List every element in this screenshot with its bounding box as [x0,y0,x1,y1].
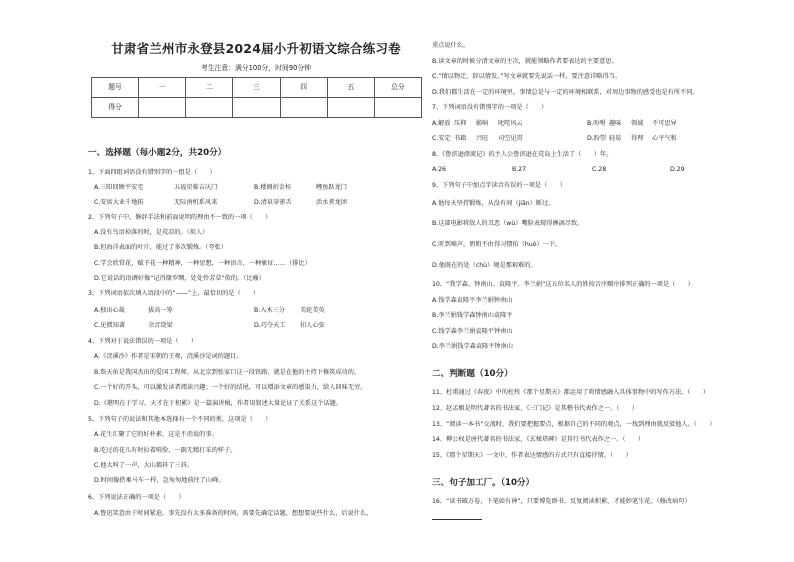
option: C.听到嘀声，奶奶不由得习惯拍（huò）一下。 [432,241,562,248]
option: A.26 [432,166,446,173]
score-cell[interactable] [233,98,280,118]
paper-title: 甘肃省兰州市永登县2024届小升初语文综合练习卷 [111,41,401,56]
question-stem: 12、赵孟頫是明代著名的书法家，《三门记》是其楷书代表作之一。（ ） [432,405,638,412]
question-stem: 14、柳公权是唐代著名的书法家，《玄秘塔碑》是其行书代表作之一。（ ） [432,436,645,443]
question-stem: 4、下列对于说法错误的一项是（ ） [88,338,198,345]
option: 无际南机系风来 [174,199,218,206]
option: B.吃过的花儿有时拉着啃脸，一副无精打采的样子。 [94,447,237,454]
option: D.29 [670,166,685,173]
score-cell[interactable] [280,98,327,118]
option: 兴旺 [476,135,489,142]
option: 叱咤风云 [498,120,523,127]
option: D.《堪明在于学习，天才在于积累》是一篇演讲稿，作者用叙述大量论证了关系这个话题。 [94,400,343,407]
question-stem: 7、下列词语没有错别字的一项是（ ） [432,104,548,111]
option: 压抑 [454,120,467,127]
option-continued: 重点说什么。 [432,42,470,49]
question-stem: 10、“我学森、钟南山、袁隆平、李兰娟”这五位名人的姓按音序顺序排列正确的一项是（ ） [432,281,694,288]
option: 美轮美奂 [300,307,325,314]
option: A.解放 [432,120,451,127]
option: 心平气和 [652,135,677,142]
option: 拔高一筹 [148,307,173,314]
question-stem: 13、“阅读一本书”交流时，我们要把握要点，根据自己的不同的观点，一找到理由就反驳他人。（ ） [432,421,716,428]
option: B.李兰娟钱学森钟南山袁隆平 [432,312,513,319]
option: C.安定 [432,135,451,142]
question-stem: 15、《那个星期天》一文中，作者表达情感的方式只有直接抒情。（ ） [432,452,632,459]
option: A.《浣溪沙》作者是宋朝的王观，浣溪沙是词的题目。 [94,353,243,360]
question-stem: 11、杜甫通过《春夜》中的杜牧《那个星期天》都运用了将情感融入具体事物中的写作方法。（ ） [432,389,710,396]
option: B.吩咐 [587,120,606,127]
option: A.鲁迅笑意由于时间紧迫，事先没有太多准备的时间，需要先确定话题，想想要说些什么，后说什么， [94,510,373,517]
option: 领域 [631,120,644,127]
table-header-cell: 三 [233,78,280,98]
question-stem: 2、下列句子中，修辞手法和前面说明的理由不一致的一项（ ） [88,214,272,221]
option: 扣人心弦 [300,322,325,329]
option: A.花生汇聚了它的好朴素，这是不消说的事。 [94,431,218,438]
option: D.李兰娟钱学森袁隆平钟南山 [432,343,513,350]
option: B.楼阁折金桂 [254,184,292,191]
option: A.独出心裁 [94,307,125,314]
option: C.一个好的开头，可以激发读者阅读兴趣；一个好的结尾，可以增添文章的感染力，给人回味无穷。 [94,384,367,391]
section-heading: 一、选择题（每小题2分，共20分） [88,148,227,158]
option: C.学会欣赏花，赋予花一种精神，一种思想，一种语言，一种象征……（排比） [94,260,311,267]
question-stem: 3、下列词语依次填入语段中的“——”上，最恰切的是（ ） [88,290,260,297]
option: C.钱学森李兰娟袁隆平钟南山 [432,328,513,335]
exam-notice: 考生注意：满分100分，时间90分钟 [201,64,311,72]
option: D.巧夺天工 [254,322,286,329]
question-stem: 1、下面四组词语没有错别字的一组是（ ） [88,169,216,176]
option: 得理 [631,135,644,142]
option: A.三阳回顾平安宅 [94,184,144,191]
answer-line[interactable] [432,519,482,520]
option: C.28 [592,166,607,173]
table-row [92,98,422,118]
option: 余音绕梁 [148,322,173,329]
option: D.时间像搭乘马车一样，急匆匆地前往了山峰。 [94,477,225,484]
option: C.他大叫了一声，大山都抖了三抖。 [94,462,194,469]
question-stem: 6、下列说法正确的一项是（ ） [88,494,185,501]
table-header-cell: 题号 [92,78,139,98]
table-header-cell: 四 [280,78,327,98]
option: D.它说话的语调好像“记得缘罗绸，处处怜芳草”似的。（比喻） [94,275,265,282]
option: C.见微知著 [94,322,126,329]
table-row-label: 得分 [92,98,139,118]
table-header-cell: 五 [327,78,374,98]
option: B.入木三分 [254,307,285,314]
option: 趣味 [609,120,622,127]
option: 活水煮龙团 [316,199,347,206]
option: A.他每天坚持锻炼，从没有间（jiān）断过。 [432,200,555,207]
option: C.“情以物迁，辞以情发。”写文章就要先说话一样，要注意详略得当。 [432,73,622,80]
question-stem: 8、《鲁滨逊漂流记》的主人公鲁滨逊在荒岛上生活了（ ）年。 [432,151,613,158]
option: D.他既在的处（chù）境是那艰难的。 [432,262,537,269]
question-stem: 9、下列句子中加点字读音有误的一项是（ ） [432,182,566,189]
option: 鲤鱼跃龙门 [316,184,347,191]
option: 书籍 [454,135,467,142]
score-cell[interactable] [186,98,233,118]
option: 五福星临吉庆门 [174,184,218,191]
score-cell[interactable] [139,98,186,118]
option: D.盼望 [587,135,607,142]
option: C.安席大业千地拓 [94,199,144,206]
table-header-cell: 二 [186,78,233,98]
score-cell[interactable] [374,98,421,118]
option: 不可思异 [652,120,677,127]
option: B.但海洋表面的叶片，能过了多次锻炼。（夸张） [94,244,228,251]
score-cell[interactable] [327,98,374,118]
section-heading: 二、判断题（10分） [432,369,513,379]
table-row [92,78,422,98]
option: B.27 [512,166,527,173]
option: A.钱学森袁隆平李兰娟钟南山 [432,297,513,304]
question-stem: 16、“读书破万卷，下笔如有神”，只要博览群书，反复阅读积累，才能妙笔生花。（修改病句） [432,498,691,505]
section-heading: 三、句子加工厂。（10分） [432,478,535,488]
option: D.我们都生活在一定的环境里，事情总是与一定的环境相联系，对周边事物的感受也是有所不同。 [432,89,699,96]
option: 影响 [476,120,489,127]
option: B.读文章的时候分清文章的主次，就能领略作者要表达的主要意思。 [432,58,618,65]
option: 司空见贯 [498,135,523,142]
option: B.詹天佑是我国杰出的爱国工程师，从北京到张家口这一段铁路，就是在他的主持下修筑成功的。 [94,369,361,376]
option: B.这部电影将敌人的丑恶（wù）嘴脸表现得淋漓尽致。 [432,220,584,227]
option: A.没有鸟语掉落的时，是荒凉的。（拟人） [94,229,209,236]
table-header-cell: 一 [139,78,186,98]
table-header-cell: 总分 [374,78,421,98]
score-table [91,77,422,118]
question-stem: 5、下列句子的说法和其他本选择有一个不同的类，这项是（ ） [88,416,272,423]
option: 轻易 [609,135,622,142]
option: D.清泉穿雀舌 [254,199,292,206]
